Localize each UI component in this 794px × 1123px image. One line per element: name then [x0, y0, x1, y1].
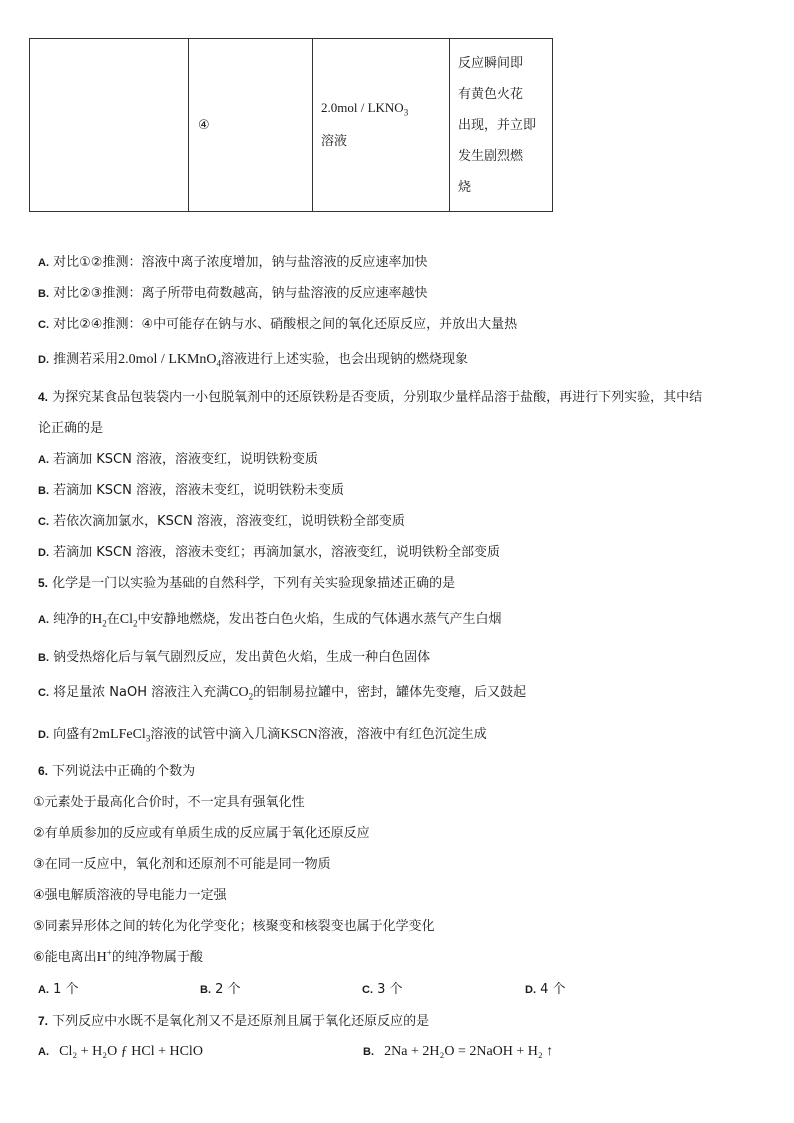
question-text: 为探究某食品包装袋内一小包脱氧剂中的还原铁粉是否变质，分别取少量样品溶于盐酸，再进行下列实验，其中结	[52, 390, 703, 405]
option-text: 在	[106, 612, 120, 627]
option-label: A.	[38, 614, 49, 626]
option-text: 对比①②推测：溶液中离子浓度增加，钠与盐溶液的反应速率加快	[53, 255, 428, 270]
question-number: 6.	[38, 764, 49, 778]
option-label: C.	[38, 319, 49, 331]
option-text: 若滴加 KSCN 溶液，溶液未变红，说明铁粉未变质	[53, 483, 344, 498]
h-plus-formula: H	[96, 950, 107, 965]
option-text: 推测若采用	[53, 352, 119, 367]
fecl3-formula: 2mLFeCl	[92, 727, 146, 742]
q6-statement: ①元素处于最高化合价时，不一定具有强氧化性	[33, 795, 305, 810]
option-label: B.	[38, 652, 49, 664]
q6-statement: ④强电解质溶液的导电能力一定强	[33, 888, 227, 903]
table-cell-phenomenon	[450, 39, 553, 212]
option-text: 的铝制易拉罐中，密封，罐体先变瘪，后又鼓起	[253, 685, 527, 700]
table-cell-empty	[30, 39, 189, 212]
question-text: 下列反应中水既不是氧化剂又不是还原剂且属于氧化还原反应的是	[52, 1014, 430, 1029]
option-label: D.	[38, 547, 49, 559]
option-text: 溶液的试管中滴入几滴	[150, 727, 281, 742]
equation-a: Cl₂ + H₂O ƒ HCl + HClO	[59, 1044, 203, 1059]
co2-sub: 2	[248, 691, 254, 702]
q5-option-c	[38, 681, 526, 702]
solution-formula-sub: 3	[403, 107, 409, 118]
q5-stem	[38, 572, 455, 591]
q4-option-c	[38, 510, 405, 529]
option-text: 溶液进行上述实验，也会出现钠的燃烧现象	[221, 352, 469, 367]
table-row	[30, 39, 553, 212]
option-text: 4 个	[540, 982, 566, 997]
co2-formula: CO	[229, 685, 249, 700]
question-text: 下列说法中正确的个数为	[52, 764, 196, 779]
phenomenon-line: 烧	[458, 179, 472, 195]
cl2-sub: 2	[133, 618, 138, 629]
question-number: 7.	[38, 1014, 49, 1028]
experiment-table	[29, 38, 553, 212]
option-label: B.	[200, 984, 211, 996]
phenomenon-line: 有黄色火花	[458, 86, 524, 102]
option-text: 2 个	[215, 982, 241, 997]
cl2-formula: Cl	[119, 612, 134, 627]
q6-stem	[38, 760, 195, 779]
q5-option-b	[38, 646, 430, 665]
option-text: 对比②③推测：离子所带电荷数越高，钠与盐溶液的反应速率越快	[53, 286, 428, 301]
q7-option-a	[38, 1044, 203, 1060]
q5-option-a	[38, 608, 502, 629]
option-label: A.	[38, 257, 49, 269]
option-text: 若滴加 KSCN 溶液，溶液未变红；再滴加氯水，溶液变红，说明铁粉全部变质	[53, 545, 500, 560]
q6-choice-d	[525, 978, 566, 997]
q7-stem	[38, 1010, 429, 1029]
q6-statement	[33, 946, 203, 966]
option-text: 若滴加 KSCN 溶液，溶液变红，说明铁粉变质	[53, 452, 318, 467]
q6-choice-c	[362, 978, 403, 997]
table-cell-number: ④	[189, 39, 313, 212]
option-text: 钠受热熔化后与氧气剧烈反应，发出黄色火焰，生成一种白色固体	[53, 650, 431, 665]
option-text: 3 个	[377, 982, 403, 997]
h2-formula: H	[92, 612, 103, 627]
q4-stem	[38, 386, 702, 405]
option-label: B.	[38, 485, 49, 497]
option-label: A.	[38, 454, 49, 466]
option-text: 将足量浓 NaOH 溶液注入充满	[53, 685, 230, 700]
option-label: C.	[38, 687, 49, 699]
phenomenon-line: 发生剧烈燃	[458, 148, 524, 164]
kmno4-formula: 2.0mol / LKMnO	[118, 352, 217, 367]
kmno4-sub: 4	[216, 358, 222, 369]
kscn-formula: KSCN	[280, 727, 318, 742]
option-label: D.	[38, 354, 49, 366]
question-number: 4.	[38, 390, 49, 404]
q6-statement: ②有单质参加的反应或有单质生成的反应属于氧化还原反应	[33, 826, 370, 841]
q6-statement: ⑤同素异形体之间的转化为化学变化；核聚变和核裂变也属于化学变化	[33, 919, 435, 934]
q3-option-c	[38, 313, 517, 332]
option-label: A.	[38, 984, 49, 996]
option-label: A.	[38, 1046, 49, 1058]
solution-label: 溶液	[321, 134, 348, 150]
option-text: 若依次滴加氯水，KSCN 溶液，溶液变红，说明铁粉全部变质	[53, 514, 405, 529]
q3-option-d	[38, 348, 468, 369]
option-label: C.	[38, 516, 49, 528]
solution-formula: 2.0mol / LKNO	[321, 99, 404, 115]
q6-choice-a	[38, 978, 79, 997]
equation-b: 2Na + 2H₂O = 2NaOH + H₂ ↑	[384, 1044, 554, 1059]
option-text: 中安静地燃烧，发出苍白色火焰，生成的气体遇水蒸气产生白烟	[137, 612, 502, 627]
option-text: 对比②④推测：④中可能存在钠与水、硝酸根之间的氧化还原反应，并放出大量热	[53, 317, 518, 332]
table-cell-solution	[313, 39, 450, 212]
q6-choice-b	[200, 978, 241, 997]
q3-option-b	[38, 282, 427, 301]
option-label: C.	[362, 984, 373, 996]
question-text: 化学是一门以实验为基础的自然科学，下列有关实验现象描述正确的是	[52, 576, 456, 591]
q4-stem-cont: 论正确的是	[38, 421, 104, 436]
q4-option-d	[38, 541, 500, 560]
option-label: B.	[38, 288, 49, 300]
q5-option-d	[38, 723, 487, 744]
q4-option-a	[38, 448, 318, 467]
q3-option-a	[38, 251, 427, 270]
option-text: 1 个	[53, 982, 79, 997]
option-text: 纯净的	[53, 612, 93, 627]
option-label: D.	[525, 984, 536, 996]
statement-text: ⑥能电离出	[33, 950, 97, 965]
h2-sub: 2	[102, 618, 107, 629]
h-plus-sup: +	[106, 947, 112, 958]
q6-statement: ③在同一反应中，氧化剂和还原剂不可能是同一物质	[33, 857, 331, 872]
fecl3-sub: 3	[145, 733, 151, 744]
phenomenon-line: 反应瞬间即	[458, 55, 524, 71]
question-number: 5.	[38, 576, 49, 590]
option-text: 溶液，溶液中有红色沉淀生成	[317, 727, 487, 742]
option-label: D.	[38, 729, 49, 741]
statement-text: 的纯净物属于酸	[111, 950, 203, 965]
option-text: 向盛有	[53, 727, 93, 742]
phenomenon-line: 出现，并立即	[458, 117, 537, 133]
option-label: B.	[363, 1046, 374, 1058]
q7-option-b	[363, 1044, 553, 1060]
q4-option-b	[38, 479, 344, 498]
